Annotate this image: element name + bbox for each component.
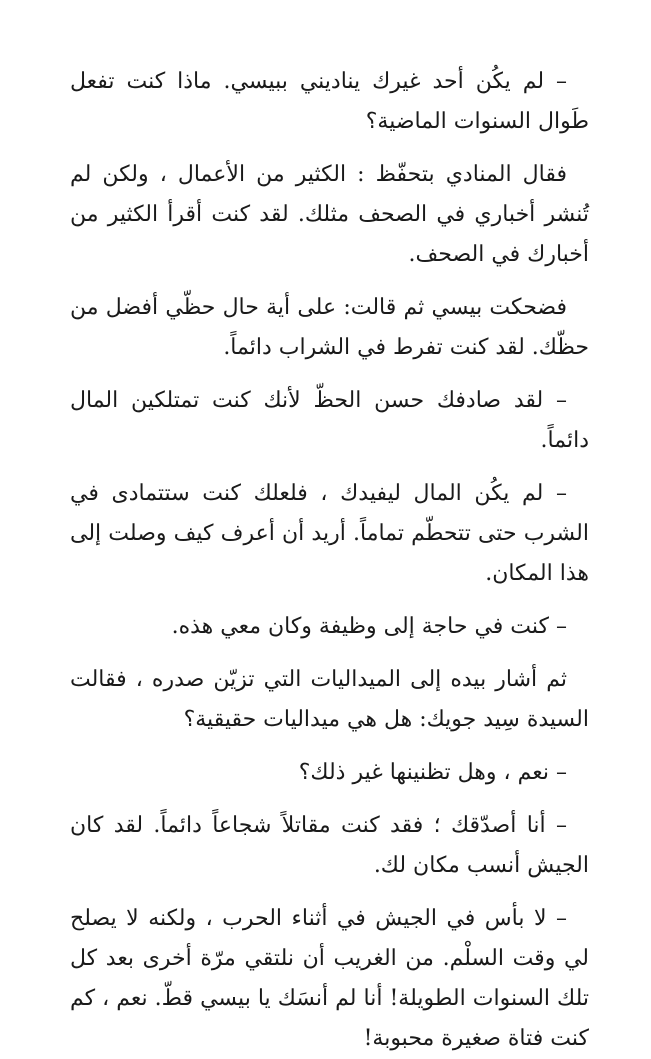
paragraph-7: ثم أشار بيده إلى الميداليات التي تزيّن صدره ، فقالت السيدة سِيد جويك: هل هي ميداليات حقيقية؟ xyxy=(70,667,589,732)
paragraph-2: فقال المنادي بتحفّظ : الكثير من الأعمال ، ولكن لم تُنشر أخباري في الصحف مثلك. لقد كنت أقرأ الكثير من أخبارك في الصحف. xyxy=(70,162,589,267)
paragraph-6: – كنت في حاجة إلى وظيفة وكان معي هذه. xyxy=(171,614,567,639)
paragraph-10: – لا بأس في الجيش في أثناء الحرب ، ولكنه لا يصلح لي وقت السلْم. من الغريب أن نلتقي مرّة أخرى بعد كل تلك السنوات الطويلة! أنا لم أنسَك يا بيسي قطّ. نعم ، كم كنت فتاة صغيرة محبوبة! xyxy=(70,906,589,1051)
paragraph-5: – لم يكُن المال ليفيدك ، فلعلك كنت ستتمادى في الشرب حتى تتحطّم تماماً. أريد أن أعرف كيف وصلت إلى هذا المكان. xyxy=(70,481,589,586)
paragraph-1: – لم يكُن أحد غيرك يناديني ببيسي. ماذا كنت تفعل طَوال السنوات الماضية؟ xyxy=(70,69,589,134)
paragraph-8: – نعم ، وهل تظنينها غير ذلك؟ xyxy=(298,760,567,785)
paragraph-9: – أنا أصدّقك ؛ فقد كنت مقاتلاً شجاعاً دائماً. لقد كان الجيش أنسب مكان لك. xyxy=(70,813,589,878)
paragraph-4: – لقد صادفك حسن الحظّ لأنك كنت تمتلكين المال دائماً. xyxy=(70,388,589,453)
paragraph-3: فضحكت بيسي ثم قالت: على أية حال حظّي أفضل من حظّك. لقد كنت تفرط في الشراب دائماً. xyxy=(70,295,589,360)
